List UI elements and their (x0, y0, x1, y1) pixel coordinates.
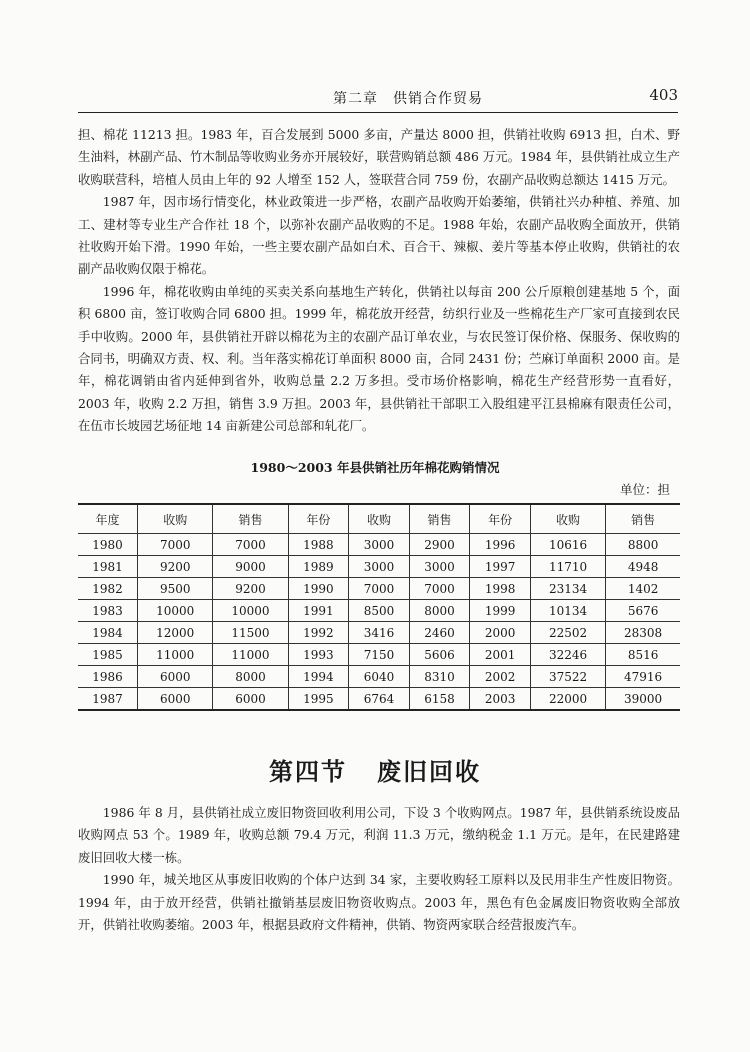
header-cell: 年份 (470, 504, 531, 534)
table-cell: 1991 (288, 600, 349, 622)
table-cell: 5606 (409, 644, 470, 666)
table-cell: 1402 (606, 578, 680, 600)
paragraph: 1990 年，城关地区从事废旧收购的个体户达到 34 家，主要收购轻工原料以及民用非生产性废旧物资。1994 年，由于放开经营，供销社撤销基层废旧物资收购点。2003 年，黑色有色金属废旧物资收购全部放开，供销社收购萎缩。2003 年，根据县政府文件精神，供销、物资两家联合经营报废汽车。 (78, 872, 680, 933)
page-number: 403 (649, 86, 678, 104)
table-cell: 8000 (409, 600, 470, 622)
table-cell: 8516 (606, 644, 680, 666)
header-cell: 销售 (409, 504, 470, 534)
header-cell: 销售 (213, 504, 288, 534)
table-cell: 7000 (409, 578, 470, 600)
table-cell: 1989 (288, 556, 349, 578)
table-cell: 1993 (288, 644, 349, 666)
table-cell: 10134 (530, 600, 605, 622)
table-cell: 32246 (530, 644, 605, 666)
header-cell: 收购 (138, 504, 213, 534)
body-text-top (78, 124, 680, 438)
table-cell: 9000 (213, 556, 288, 578)
table-cell: 2003 (470, 688, 531, 711)
table-unit: 单位：担 (619, 482, 670, 497)
table-cell: 10000 (213, 600, 288, 622)
table-cell: 28308 (606, 622, 680, 644)
table-row (78, 556, 680, 578)
table-cell: 1992 (288, 622, 349, 644)
table-cell: 8310 (409, 666, 470, 688)
paragraph: 担、棉花 11213 担。1983 年，百合发展到 5000 多亩，产量达 8000 担，供销社收购 6913 担，白术、野生油料，林副产品、竹木制品等收购业务亦开展较好，联营购销总额 486 万元。1984 年，县供销社成立生产收购联营科，培植人员由上年的 92 人增至 152 人，签联营合同 759 份，农副产品收购总额达 1415 万元。 (78, 127, 680, 187)
header-cell: 销售 (606, 504, 680, 534)
table-cell: 10616 (530, 534, 605, 556)
table-cell: 2900 (409, 534, 470, 556)
paragraph: 1986 年 8 月，县供销社成立废旧物资回收利用公司，下设 3 个收购网点。1987 年，县供销系统设废品收购网点 53 个。1989 年，收购总额 79.4 万元，利润 11.3 万元，缴纳税金 1.1 万元。是年，在民建路建废旧回收大楼一栋。 (78, 805, 680, 865)
table-cell: 7000 (213, 534, 288, 556)
table-cell: 5676 (606, 600, 680, 622)
table-row (78, 666, 680, 688)
table-row (78, 600, 680, 622)
table-cell: 3416 (349, 622, 410, 644)
table-cell: 2000 (470, 622, 531, 644)
table-cell: 22000 (530, 688, 605, 711)
table-cell: 1997 (470, 556, 531, 578)
table-cell: 6040 (349, 666, 410, 688)
table-cell: 9500 (138, 578, 213, 600)
table-cell: 6000 (138, 688, 213, 711)
header-cell: 年份 (288, 504, 349, 534)
running-header (78, 86, 678, 113)
table-cell: 3000 (349, 556, 410, 578)
table-cell: 1982 (78, 578, 138, 600)
table-cell: 9200 (138, 556, 213, 578)
table-cell: 1994 (288, 666, 349, 688)
table-cell: 9200 (213, 578, 288, 600)
section-title-text: 废旧回收 (377, 758, 481, 786)
table-cell: 1985 (78, 644, 138, 666)
table-cell: 1986 (78, 666, 138, 688)
table-cell: 1990 (288, 578, 349, 600)
table-cell: 7150 (349, 644, 410, 666)
table-cell: 39000 (606, 688, 680, 711)
table-cell: 6158 (409, 688, 470, 711)
table-header-row (78, 504, 680, 534)
table-cell: 8000 (213, 666, 288, 688)
table-cell: 1995 (288, 688, 349, 711)
table-cell: 6764 (349, 688, 410, 711)
paragraph: 1987 年，因市场行情变化，林业政策进一步严格，农副产品收购开始萎缩，供销社兴办种植、养殖、加工、建材等专业生产合作社 18 个，以弥补农副产品收购的不足。1988 年始，农副产品收购全面放开，供销社收购开始下滑。1990 年始，一些主要农副产品如白术、百合干、辣椒、姜片等基本停止收购，供销社的农副产品收购仅限于棉花。 (78, 194, 680, 277)
table-cell: 11000 (213, 644, 288, 666)
table-cell: 23134 (530, 578, 605, 600)
table-title: 1980～2003 年县供销社历年棉花购销情况 (250, 460, 500, 475)
table-cell: 2001 (470, 644, 531, 666)
table-cell: 3000 (349, 534, 410, 556)
table-cell: 8500 (349, 600, 410, 622)
header-cell: 收购 (349, 504, 410, 534)
table-cell: 7000 (138, 534, 213, 556)
table-cell: 11000 (138, 644, 213, 666)
table-cell: 1981 (78, 556, 138, 578)
table-cell: 6000 (138, 666, 213, 688)
table-cell: 1998 (470, 578, 531, 600)
table-cell: 11500 (213, 622, 288, 644)
table-cell: 1980 (78, 534, 138, 556)
paragraph: 1996 年，棉花收购由单纯的买卖关系向基地生产转化，供销社以每亩 200 公斤原粮创建基地 5 个，面积 6800 亩，签订收购合同 6800 担。1999 年，棉花放开经营，纺织行业及一些棉花生产厂家可直接到农民手中收购。2000 年，县供销社开辟以棉花为主的农副产品订单农业，与农民签订保价格、保服务、保收购的合同书，明确双方责、权、利。当年落实棉花订单面积 8000 亩，合同 2431 份；苎麻订单面积 2000 亩。是年，棉花调销由省内延伸到省外，收购总量 2.2 万多担。受市场价格影响，棉花生产经营形势一直看好，2003 年，收购 2.2 万担，销售 3.9 万担。2003 年，县供销社干部职工入股组建平江县棉麻有限责任公司，在伍市长坡园艺场征地 14 亩新建公司总部和轧花厂。 (78, 283, 680, 434)
table-cell: 1996 (470, 534, 531, 556)
section-number: 第四节 (269, 758, 347, 786)
table-cell: 1987 (78, 688, 138, 711)
header-cell: 年度 (78, 504, 138, 534)
table-cell: 6000 (213, 688, 288, 711)
table-row (78, 534, 680, 556)
table-cell: 12000 (138, 622, 213, 644)
table-cell: 8800 (606, 534, 680, 556)
table-cell: 2460 (409, 622, 470, 644)
table-cell: 47916 (606, 666, 680, 688)
table-cell: 37522 (530, 666, 605, 688)
table-cell: 11710 (530, 556, 605, 578)
table-row (78, 622, 680, 644)
table-body (78, 534, 680, 711)
table-cell: 3000 (409, 556, 470, 578)
table-cell: 1999 (470, 600, 531, 622)
body-text-bottom (78, 802, 680, 936)
table-row (78, 688, 680, 711)
table-cell: 1984 (78, 622, 138, 644)
header-cell: 收购 (530, 504, 605, 534)
table-cell: 1983 (78, 600, 138, 622)
section-heading (0, 752, 750, 787)
table-cell: 1988 (288, 534, 349, 556)
table-cell: 22502 (530, 622, 605, 644)
table-cell: 10000 (138, 600, 213, 622)
table-cell: 2002 (470, 666, 531, 688)
table-row (78, 644, 680, 666)
cotton-purchase-sales-table (78, 503, 680, 711)
table-cell: 7000 (349, 578, 410, 600)
table-row (78, 578, 680, 600)
chapter-title: 第二章 供销合作贸易 (333, 91, 483, 107)
table-cell: 4948 (606, 556, 680, 578)
